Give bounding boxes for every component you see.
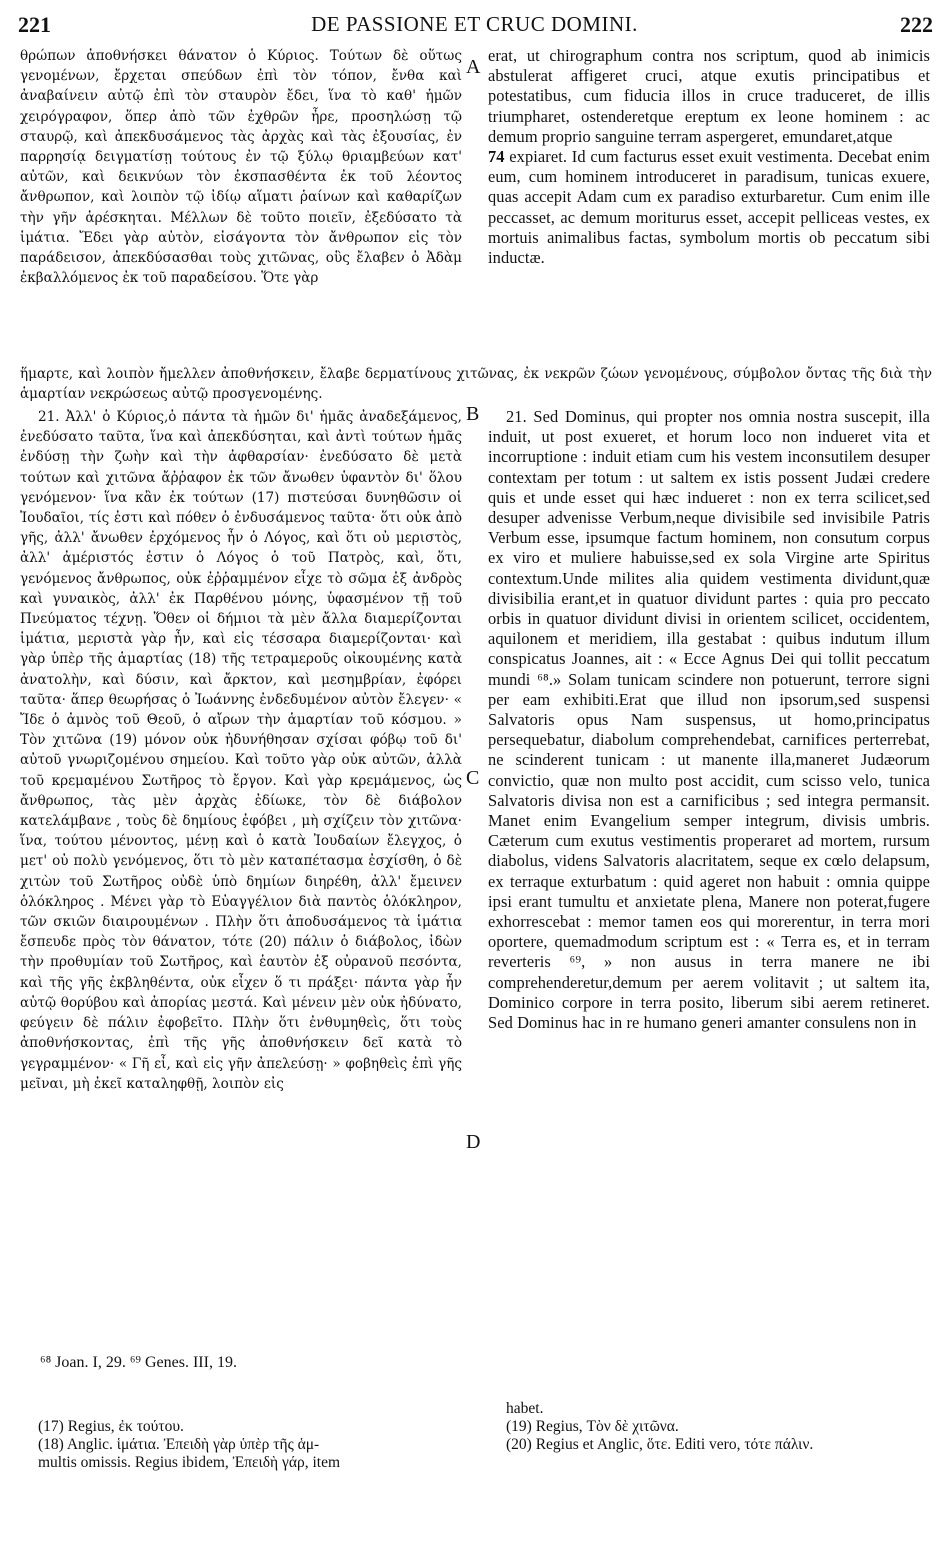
margin-number-74: 74 xyxy=(488,147,505,167)
margin-letter-d: D xyxy=(466,1131,481,1153)
latin-paragraph-1 xyxy=(488,46,930,268)
margin-letter-c: C xyxy=(466,767,480,789)
greek-column-main xyxy=(20,407,462,1094)
greek-paragraph-21: 21. Ἀλλ' ὁ Κύριος,ὁ πάντα τὰ ἡμῶν δι' ἡμᾶς ἀναδεξάμενος, ἐνεδύσατο ταῦτα, ἵνα καὶ ἀπεκδύσηται, καὶ ἀντὶ τούτων ἡμᾶς ἐνδύσῃ τὴν ζωὴν καὶ τὴν ἀφθαρσίαν· ἐνεδύσατο δὲ μετὰ τούτων καὶ χιτῶνα ἄῤῥαφον ἐκ τῶν ἄνωθεν ὑφαντὸν δι' ὅλου γενόμενον· ἵνα κἂν ἐκ τούτων (17) πιστεύσαι δυνηθῶσιν οἱ Ἰουδαῖοι, τίς ἐστι καὶ πόθεν ὁ ἐνδυσάμενος ταῦτα· ὅτι οὐκ ἀπὸ γῆς, ἀλλ' ἄνωθεν ἐρχόμενος ἦν ὁ Λόγος, καὶ ὅτι οὐ μεριστὸς, ἀλλ' ἀμέριστός ἐστιν ὁ Λόγος ὁ τοῦ Πατρὸς, καὶ, ὅτι, γενόμενος ἄνθρωπος, οὐκ ἐῤῥαμμένον εἶχε τὸ σῶμα ἐξ ἀνδρὸς καὶ γυναικὸς, ἀλλ' ἐκ Παρθένου μόνης, ὑφασμένον τῇ τοῦ Πνεύματος τέχνῃ. Ὅθεν οἱ δήμιοι τὰ μὲν ἄλλα διαμερίζονται ἱμάτια, μεριστὰ γὰρ ἦν, καὶ εἰς τέσσαρα διαμερίζονται· καὶ γὰρ ὑπὲρ τῆς ἁμαρτίας (18) τῆς τετραμεροῦς οἰκουμένης κατὰ ἀνατολὴν, καὶ δύσιν, καὶ ἄρκτον, καὶ μεσημβρίαν, ἐφόρει ταῦτα· ἅπερ θεωρήσας ὁ Ἰωάννης ἐνδεδυμένον αὐτὸν ἔλεγεν· « Ἴδε ὁ ἀμνὸς τοῦ Θεοῦ, ὁ αἴρων τὴν ἁμαρτίαν τοῦ κόσμου. » Τὸν χιτῶνα (19) μόνον οὐκ ἠδυνήθησαν σχίσαι φόβῳ τοῦ δι' αὐτοῦ γνωριζομένου σημείου. Καὶ τοῦτο γὰρ οὐκ αὐτῶν, ἀλλὰ τοῦ κρεμαμένου Σωτῆρος τὸ ἔργον. Καὶ γὰρ κρεμάμενος, ὡς ἄνθρωπος, τὰς μὲν ἀρχὰς ἐδίωκε, τὸν δὲ διάβολον κατελάμβανε , τοὺς δὲ δημίους ἐφόβει , μὴ σχίζειν τὸν χιτῶνα· ἵνα, τούτου μένοντος, μένῃ καὶ ὁ κατὰ Ἰουδαίων ἔλεγχος, ὁ μετ' οὐ πολὺ γενόμενος, ὅτι τὸ μὲν καταπέτασμα ἐσχίσθη, ὁ δὲ χιτὼν τοῦ Σωτῆρος οὐδὲ ὑπὸ δημίων διηρέθη, ἀλλ' ἔμεινεν ὁλόκληρος . Μένει γὰρ τὸ Εὐαγγέλιον διὰ παντὸς ὁλόκληρον, τῶν σκιῶν διαιρουμένων . Πλὴν ὅτι ἀποδυσάμενος τὰ ἱμάτια ἔσπευδε πρὸς τὸν θάνατον, τότε (20) πάλιν ὁ διάβολος, ἰδὼν τὴν προθυμίαν τοῦ Σωτῆρος, καὶ ἑαυτὸν ἐξ οὐρανοῦ πεσόντα, καὶ τῆς γῆς ἐκβληθέντα, οὐκ εἶχεν ὅ τι πράξει· πάντα γὰρ ἦν αὐτῷ θορύβου καὶ ἀπορίας μεστά. Καὶ μένειν μὲν οὐκ ἠδύνατο, φεύγειν δὲ πάλιν ἐφοβεῖτο. Πλὴν ὅτι ἐνθυμηθεὶς, ὅτι τοὺς ἀποθνήσκοντας, ἐπὶ τῆς γῆς ἀποθνήσκειν δεῖ κατὰ τὸ γεγραμμένον· « Γῆ εἶ, καὶ εἰς γῆν ἀπελεύσῃ· » φοβηθεὶς ἐπὶ γῆς μεῖναι, μὴ ἐκεῖ καταληφθῇ, λοιπὸν εἰς xyxy=(20,409,462,1092)
variant-note: (17) Regius, ἐκ τούτου. xyxy=(38,1418,184,1435)
latin-paragraph-21: 21. Sed Dominus, qui propter nos omnia nostra suscepit, illa induit, ut post exueret, et horum loco non indueret vita et incorruptione : induit etiam cum his vestem inconsutilem desuper contextam per totum : ut saltem ex istis possent Judæi credere quis et unde esset qui hæc indueret : non ex terra scilicet,sed desuper advenisse Verbum,neque divisibile sed invisibile Patris Verbum esse, ipsumque factum hominem, non consutum corpus ex viro et muliere habuisse,sed ex sola Virgine arte Spiritus contextum.Unde milites alia quidem vestimenta dividunt,quæ divisibilia erant,et in quatuor dividunt partes : quia pro peccato orbis in quatuor dividunt divisi in orientem scilicet, occidentem, aquilonem et meridiem, illa gestabat : quibus indutum illum conspicatus Joannes, ait : « Ecce Agnus Dei qui tollit peccatum mundi ⁶⁸.» Solam tunicam scindere non potuerunt, terrore signi per eam exhibiti.Erat que illud non ipsorum,sed suspensi Salvatoris opus Nam suspensus, ut homo,principatus persequebatur, diabolum comprehendebat, carnifices perterrebat, ne scinderent tunicam : ut manente illa,maneret Judæorum convictio, quæ non multo post accidit, cum scisso velo, tunica Salvatoris divisa non est a carnificibus ; sed integra permansit. Manet enim Evangelium semper integrum, divisis umbris. Cæterum cum exutus vestimentis properaret ad mortem, rursum diabolus, videns Salvatoris alacritatem, seque ex cœlo delapsum, ex terraque exturbatum : quid ageret non habuit : omnia quippe ipsi erant tumultu et anxietate plena, Manere non poterat,fugere exhorrescebat : memor tamen eos qui morerentur, in terra mori oportere, quemadmodum scriptum est : « Terra es, et in terram reverteris ⁶⁹, » non ausus in terra manere ne ibi comprehenderetur,demum per aerem volitavit ; ut saltem ita, Dominico corpore in terra posito, liberum sibi aerem retineret. Sed Dominus hac in re humano generi amanter consulens non in xyxy=(488,407,930,1033)
variant-note: (20) Regius et Anglic, ὅτε. Editi vero, τότε πάλιν. xyxy=(506,1436,814,1453)
variant-note: (18) Anglic. ἱμάτια. Ἐπειδὴ γὰρ ὑπὲρ τῆς ἁμ- xyxy=(38,1436,320,1453)
greek-full-width-lines: ἥμαρτε, καὶ λοιπὸν ἤμελλεν ἀποθνήσκειν, ἔλαβε δερματίνους χιτῶνας, ἐκ νεκρῶν ζώων γενομένους, σύμβολον ὄντας τῆς διὰ τὴν ἁμαρτίαν νεκρώσεως αὐτῷ προσγενομένης. xyxy=(20,366,932,403)
variant-note: multis omissis. Regius ibidem, Ἐπειδὴ γάρ, item xyxy=(38,1454,341,1471)
greek-paragraph-1: θρώπων ἀποθνήσκει θάνατον ὁ Κύριος. Τούτων δὲ οὕτως γενομένων, ἔρχεται σπεύδων ἐπὶ τὸν τόπον, ἔνθα καὶ ἀναβαίνειν αὐτῷ ἐπὶ τὸν σταυρὸν ἔδει, ἵνα τὸ καθ' ἡμῶν χειρόγραφον, ὅπερ ἀπὸ τῶν ἐχθρῶν ἦρε, προσηλώσῃ τῷ σταυρῷ, καὶ ἀπεκδυσάμενος τὰς ἀρχὰς καὶ τὰς ἐξουσίας, ἐν παρρησίᾳ δειγματίσῃ τούτους ἐν τῷ ξύλῳ θριαμβεύων κατ' αὐτῶν, καὶ δεικνύων τὸν ἐκσπασθέντα ἐκ τοῦ λέοντος ἄνθρωπον, καὶ λοιπὸν τῷ ἰδίῳ αἵματι ῥαίνων καὶ καθαρίζων τὴν γῆν ἀρέσκηται. Μέλλων δὲ τοῦτο ποιεῖν, ἐξεδύσατο τὰ ἱμάτια. Ἔδει γὰρ αὐτὸν, εἰσάγοντα τὸν ἄνθρωπον εἰς τὸν παράδεισον, ἀπεκδύσασθαι τοὺς χιτῶνας, οὓς ἔλαβεν ὁ Ἀδὰμ ἐκβαλλόμενος ἐκ τοῦ παραδείσου. Ὅτε γὰρ xyxy=(20,48,462,287)
variant-note: (19) Regius, Τὸν δὲ χιτῶνα. xyxy=(506,1418,679,1435)
latin-text-1b: expiaret. Id cum facturus esset exuit vestimenta. Decebat enim eum, cum hominem introduceret in paradisum, tunicas exuere, quas accepit Adam cum ex paradiso exturbaretur. Cum enim ille peccasset, ac demum moriturus esset, accepit pelliceas vestes, ex mortuis animalibus factas, symbolum mortis ob peccatum sibi inductæ. xyxy=(488,147,930,268)
margin-letter-b: B xyxy=(466,403,480,425)
latin-text-1a: erat, ut chirographum contra nos scriptum, quod ab inimicis abstulerat affigeret cruci, atque exutis principatibus et potestatibus, cum fiducia illos in cruce traduceret, de illis triumpharet, ostenderetque ereptum ex leone hominem : ac demum proprio sanguine terram aspergeret, emundaret,atque xyxy=(488,46,930,146)
scripture-footnotes: ⁶⁸ Joan. I, 29. ⁶⁹ Genes. III, 19. xyxy=(40,1354,237,1371)
greek-column-top xyxy=(20,46,462,288)
latin-column-top xyxy=(488,46,930,268)
margin-letter-a: A xyxy=(466,56,481,78)
running-title: DE PASSIONE ET CRUC DOMINI. xyxy=(311,12,638,36)
variant-notes-right xyxy=(506,1400,936,1454)
right-page-number: 222 xyxy=(900,12,933,37)
latin-column-main xyxy=(488,407,930,1033)
variant-note: habet. xyxy=(506,1400,544,1417)
left-page-number: 221 xyxy=(18,12,51,37)
page-header xyxy=(0,12,949,42)
variant-notes-left xyxy=(38,1418,463,1472)
